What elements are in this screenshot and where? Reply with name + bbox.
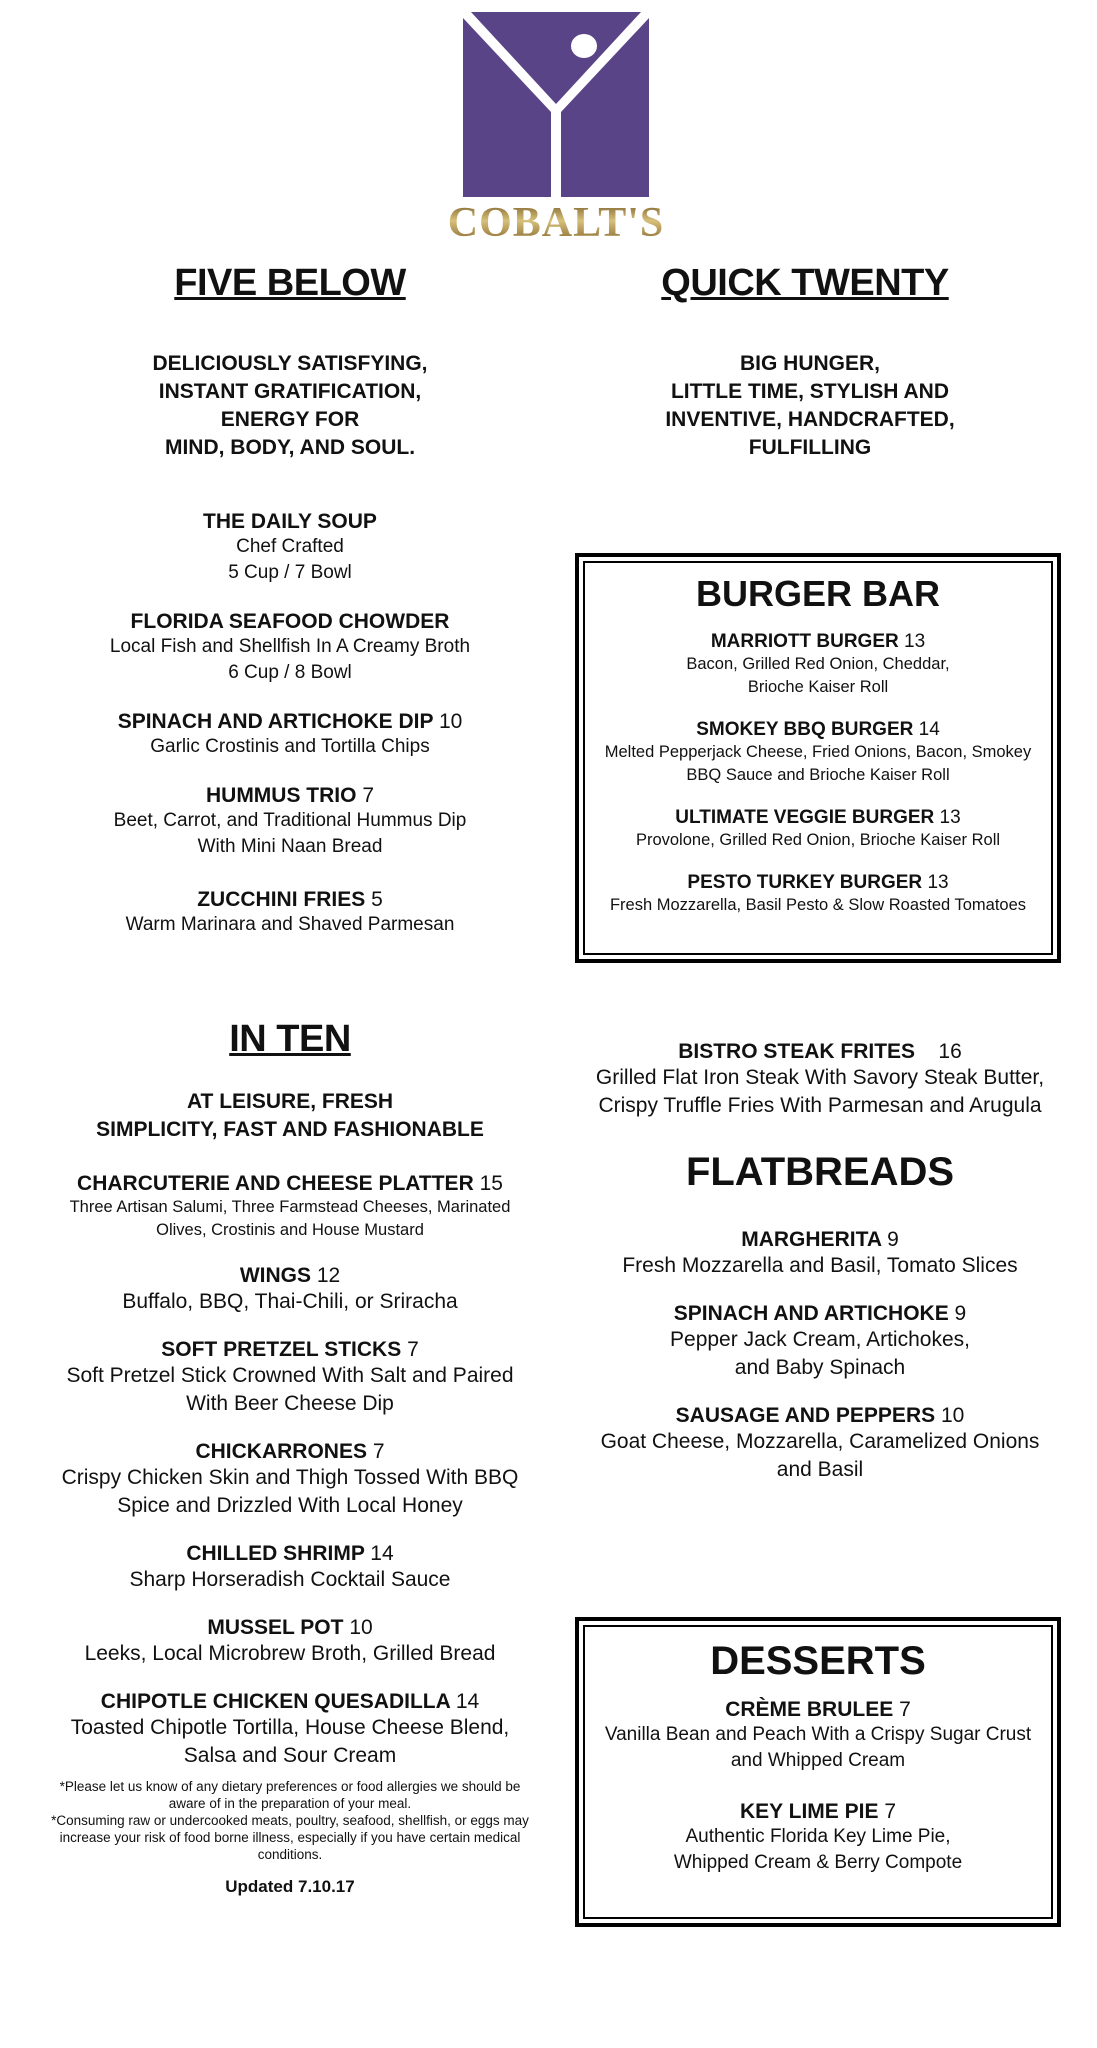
item-price: 5 (371, 888, 383, 911)
in-ten-items (30, 1172, 550, 1897)
menu-item (30, 1542, 550, 1594)
menu-item (585, 807, 1051, 852)
tagline-line: ENERGY FOR (220, 408, 360, 431)
item-price: 7 (362, 784, 375, 807)
item-name: CHILLED SHRIMP (186, 1542, 365, 1565)
tagline-line: FULFILLING (748, 436, 872, 459)
flatbreads-title: FLATBREADS (685, 1150, 955, 1194)
item-desc: Vanilla Bean and Peach With a Crispy Sugar Crust (604, 1724, 1032, 1745)
desserts-box (575, 1617, 1061, 1927)
in-ten-tagline (40, 1088, 540, 1144)
note-line: *Consuming raw or undercooked meats, poultry, seafood, shellfish, or eggs may (51, 1813, 529, 1828)
item-price: 9 (887, 1228, 899, 1251)
menu-item (575, 1228, 1065, 1280)
item-name: CHICKARRONES (195, 1440, 367, 1463)
item-name: SPINACH AND ARTICHOKE (673, 1302, 949, 1325)
tagline-line: SIMPLICITY, FAST AND FASHIONABLE (96, 1118, 484, 1141)
item-desc: Soft Pretzel Stick Crowned With Salt and Paired (66, 1364, 514, 1387)
item-name: WINGS (239, 1264, 311, 1287)
desserts-inner (583, 1625, 1053, 1919)
item-desc: Grilled Flat Iron Steak With Savory Steak Butter, (595, 1066, 1045, 1089)
item-price: 15 (479, 1172, 503, 1195)
item-desc: Sharp Horseradish Cocktail Sauce (129, 1568, 451, 1591)
menu-item (40, 784, 540, 860)
item-desc: Melted Pepperjack Cheese, Fried Onions, Bacon, Smokey (604, 743, 1032, 761)
cobalts-logo (447, 12, 665, 246)
item-name: MUSSEL POT (207, 1616, 344, 1639)
item-desc: and Whipped Cream (730, 1750, 906, 1771)
item-name: SMOKEY BBQ BURGER (696, 719, 914, 740)
item-price: 7 (899, 1698, 911, 1721)
item-price: 10 (940, 1404, 965, 1427)
item-desc: Salsa and Sour Cream (183, 1744, 397, 1767)
menu-item (40, 510, 540, 586)
note-line: increase your risk of food borne illness, especially if you have certain medical (59, 1830, 521, 1845)
item-desc: Fresh Mozzarella and Basil, Tomato Slices (622, 1254, 1018, 1277)
menu-item (585, 631, 1051, 699)
tagline-line: BIG HUNGER, (739, 352, 880, 375)
item-name: CHARCUTERIE AND CHEESE PLATTER (77, 1172, 474, 1195)
menu-item (585, 719, 1051, 787)
item-name: FLORIDA SEAFOOD CHOWDER (130, 610, 450, 633)
quick-twenty-tagline (580, 350, 1040, 462)
item-desc: Authentic Florida Key Lime Pie, (685, 1826, 951, 1847)
item-desc: Garlic Crostinis and Tortilla Chips (150, 736, 430, 757)
menu-item (30, 1440, 550, 1520)
item-desc: Provolone, Grilled Red Onion, Brioche Kaiser Roll (635, 831, 1001, 849)
menu-item (40, 888, 540, 938)
item-desc: Brioche Kaiser Roll (747, 678, 889, 696)
item-desc: Local Fish and Shellfish In A Creamy Broth (109, 636, 471, 657)
item-desc: Spice and Drizzled With Local Honey (117, 1494, 463, 1517)
tagline-line: INVENTIVE, HANDCRAFTED, (665, 408, 955, 431)
item-price: 7 (372, 1440, 385, 1463)
item-name: ZUCCHINI FRIES (197, 888, 366, 911)
menu-item (30, 1338, 550, 1418)
item-name: PESTO TURKEY BURGER (687, 872, 923, 893)
item-price: 7 (884, 1800, 896, 1823)
five-below-title: FIVE BELOW (174, 262, 406, 304)
cobalts-logo-mark (447, 12, 665, 246)
tagline-line: MIND, BODY, AND SOUL. (164, 436, 416, 459)
tagline-line: AT LEISURE, FRESH (186, 1090, 394, 1113)
menu-item (575, 1302, 1065, 1382)
item-name: MARRIOTT BURGER (710, 631, 899, 652)
item-desc: Olives, Crostinis and House Mustard (156, 1221, 424, 1239)
bistro-item (575, 1040, 1065, 1120)
burger-bar-inner (583, 561, 1053, 955)
brand-name: COBALT'S (447, 200, 665, 246)
tagline-line: DELICIOUSLY SATISFYING, (152, 352, 428, 375)
item-name: SPINACH AND ARTICHOKE DIP (117, 710, 434, 733)
item-price: 12 (316, 1264, 341, 1287)
dietary-notes (30, 1778, 550, 1863)
item-desc: Three Artisan Salumi, Three Farmstead Cheeses, Marinated (69, 1198, 511, 1216)
burger-bar-title: BURGER BAR (695, 573, 940, 614)
item-desc: Crispy Chicken Skin and Thigh Tossed With BBQ (61, 1466, 519, 1489)
item-desc: Beet, Carrot, and Traditional Hummus Dip (113, 810, 467, 831)
item-price: 10 (349, 1616, 373, 1639)
item-name: ULTIMATE VEGGIE BURGER (675, 807, 935, 828)
menu-item (40, 610, 540, 686)
item-price: 14 (918, 719, 940, 740)
item-name: KEY LIME PIE (739, 1800, 879, 1823)
item-name: SAUSAGE AND PEPPERS (675, 1404, 936, 1427)
menu-item (585, 872, 1051, 917)
updated-date: Updated 7.10.17 (225, 1877, 355, 1896)
tagline-line: LITTLE TIME, STYLISH AND (670, 380, 950, 403)
item-desc: With Beer Cheese Dip (186, 1392, 394, 1415)
item-desc: and Basil (776, 1458, 864, 1481)
note-line: aware of in the preparation of your meal. (168, 1796, 412, 1811)
item-name: MARGHERITA (741, 1228, 882, 1251)
item-price: 13 (904, 631, 926, 652)
menu-item (585, 1800, 1051, 1876)
item-desc: 5 Cup / 7 Bowl (228, 562, 352, 583)
item-desc: Crispy Truffle Fries With Parmesan and Arugula (598, 1094, 1042, 1117)
item-name: BISTRO STEAK FRITES (678, 1040, 916, 1063)
desserts-title: DESSERTS (710, 1639, 926, 1683)
tagline-line: INSTANT GRATIFICATION, (158, 380, 422, 403)
item-price: 10 (438, 710, 463, 733)
item-name: THE DAILY SOUP (203, 510, 377, 533)
flatbreads-items (575, 1228, 1065, 1506)
item-desc: Bacon, Grilled Red Onion, Cheddar, (686, 655, 950, 673)
five-below-items (40, 510, 540, 960)
item-name: CRÈME BRULEE (725, 1698, 894, 1721)
note-line: *Please let us know of any dietary preferences or food allergies we should be (59, 1779, 521, 1794)
item-price: 13 (927, 872, 949, 893)
five-below-tagline (60, 350, 520, 462)
item-desc: Goat Cheese, Mozzarella, Caramelized Onions (600, 1430, 1040, 1453)
item-desc: Buffalo, BBQ, Thai-Chili, or Sriracha (122, 1290, 458, 1313)
item-desc: Toasted Chipotle Tortilla, House Cheese Blend, (70, 1716, 510, 1739)
item-name: CHIPOTLE CHICKEN QUESADILLA (100, 1690, 451, 1713)
item-desc: Whipped Cream & Berry Compote (673, 1852, 963, 1873)
item-desc: With Mini Naan Bread (197, 836, 383, 857)
burger-bar-box (575, 553, 1061, 963)
item-price: 13 (939, 807, 961, 828)
menu-item (30, 1264, 550, 1316)
item-desc: 6 Cup / 8 Bowl (228, 662, 352, 683)
item-desc: Leeks, Local Microbrew Broth, Grilled Bread (84, 1642, 496, 1665)
item-price: 7 (407, 1338, 419, 1361)
menu-item (585, 1698, 1051, 1774)
item-price: 16 (938, 1040, 962, 1063)
note-line: conditions. (257, 1847, 323, 1862)
in-ten-title: IN TEN (229, 1018, 351, 1060)
menu-item (40, 710, 540, 760)
item-desc: Warm Marinara and Shaved Parmesan (125, 914, 455, 935)
item-price: 14 (370, 1542, 394, 1565)
item-desc: BBQ Sauce and Brioche Kaiser Roll (686, 766, 950, 784)
menu-item (30, 1690, 550, 1770)
item-desc: Fresh Mozzarella, Basil Pesto & Slow Roasted Tomatoes (609, 896, 1027, 914)
quick-twenty-title: QUICK TWENTY (661, 262, 949, 304)
item-price: 14 (455, 1690, 480, 1713)
item-name: SOFT PRETZEL STICKS (161, 1338, 402, 1361)
menu-item (30, 1616, 550, 1668)
item-price: 9 (954, 1302, 967, 1325)
menu-item (575, 1404, 1065, 1484)
item-desc: Chef Crafted (236, 536, 344, 557)
item-desc: and Baby Spinach (734, 1356, 906, 1379)
item-name: HUMMUS TRIO (205, 784, 357, 807)
menu-item (30, 1172, 550, 1242)
item-desc: Pepper Jack Cream, Artichokes, (670, 1328, 970, 1351)
